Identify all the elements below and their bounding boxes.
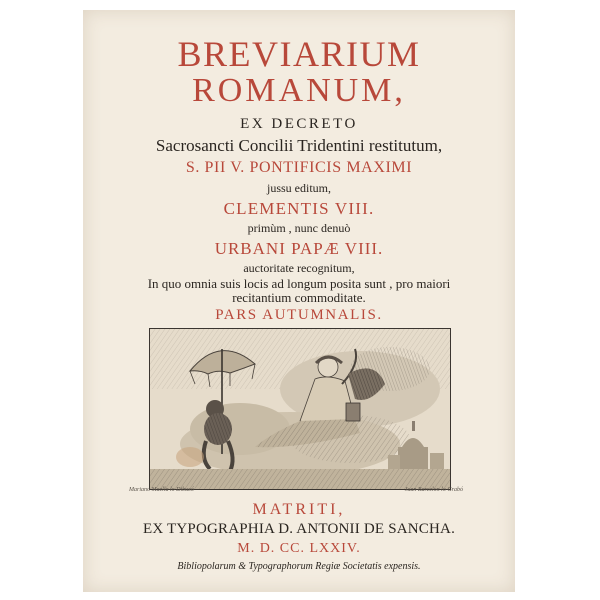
line-primum: primùm , nunc denuò — [247, 221, 351, 235]
imprint-printer: EX TYPOGRAPHIA D. ANTONII DE SANCHA. — [142, 521, 456, 537]
engraving-credit-drawn: Mariano Maella lo Dibuxó — [129, 487, 194, 493]
line-pars-autumnalis: PARS AUTUMNALIS. — [215, 307, 383, 323]
line-pius-v: S. PII V. PONTIFICIS MAXIMI — [185, 159, 413, 176]
line-clementis: CLEMENTIS VIII. — [223, 199, 375, 218]
imprint-city: MATRITI, — [252, 501, 346, 518]
line-urbani: URBANI PAPÆ VIII. — [214, 239, 384, 258]
line-jussu: jussu editum, — [266, 181, 331, 195]
imprint-year: M. D. CC. LXXIV. — [237, 541, 361, 556]
engraving-credit-engraved: Juan Barcelon lo Grabó — [404, 487, 463, 493]
line-ex-decreto: EX DECRETO — [240, 116, 358, 132]
imprint-expense-note: Bibliopolarum & Typographorum Regiæ Societatis expensis. — [177, 561, 421, 572]
title-page — [83, 10, 515, 592]
line-concilii: Sacrosancti Concilii Tridentini restitutum, — [155, 136, 443, 155]
line-in-quo: In quo omnia suis locis ad longum posita sunt , pro maiori — [147, 276, 451, 291]
title-romanum: ROMANUM, — [192, 72, 406, 109]
line-auctoritate: auctoritate recognitum, — [243, 261, 355, 275]
line-recitantium: recitantium commoditate. — [232, 290, 366, 305]
title-breviarium: BREVIARIUM — [177, 34, 421, 74]
engraving-vignette — [149, 328, 451, 490]
allegory-illustration — [150, 329, 450, 489]
